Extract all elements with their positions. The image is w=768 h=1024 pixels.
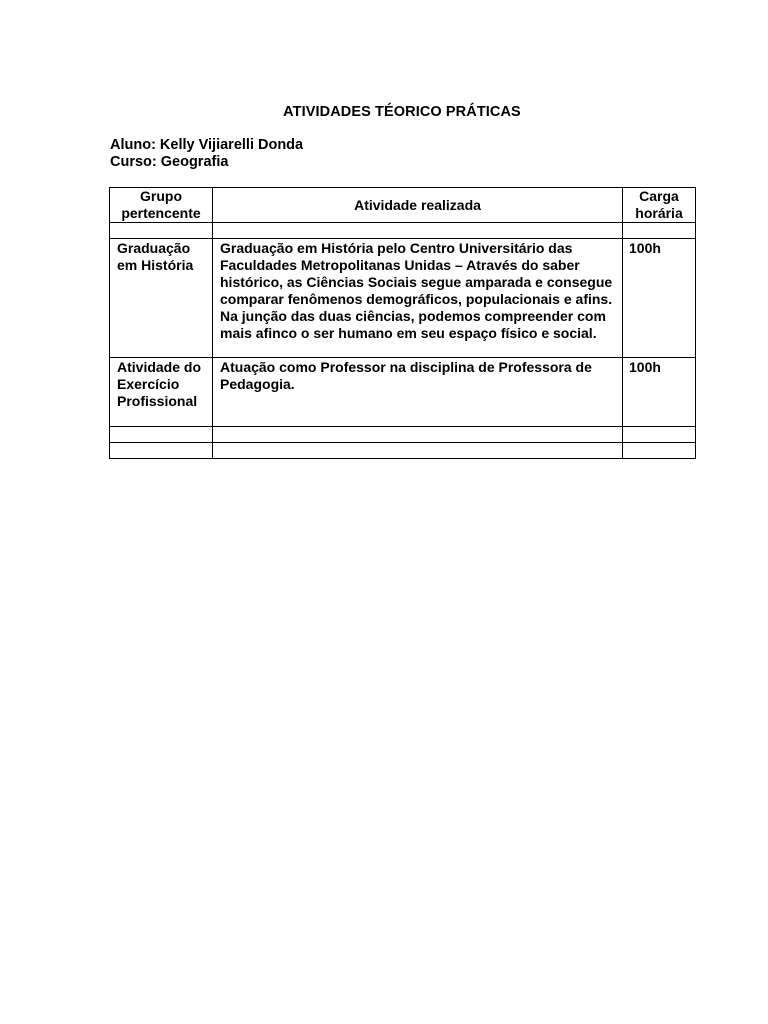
cell-group [110, 443, 213, 459]
header-hours: Carga horária [623, 188, 696, 223]
cell-activity [213, 223, 623, 239]
cell-activity [213, 443, 623, 459]
cell-group: Atividade do Exercício Profissional [110, 358, 213, 427]
table-row [110, 239, 696, 358]
header-group: Grupo pertencente [110, 188, 213, 223]
cell-activity: Graduação em História pelo Centro Universitário das Faculdades Metropolitanas Unidas – Através do saber histórico, as Ciências Sociais segue amparada e consegue comparar fenômenos demográficos, populacionais e afins. Na junção das duas ciências, podemos compreender com mais afinco o ser humano em seu espaço físico e social. [213, 239, 623, 358]
cell-group: Graduação em História [110, 239, 213, 358]
cell-hours: 100h [623, 358, 696, 427]
student-info [110, 137, 303, 171]
student-line: Aluno: Kelly Vijiarelli Donda [110, 137, 304, 153]
table-header-row [110, 188, 696, 223]
cell-activity [213, 427, 623, 443]
activities-table [109, 187, 696, 459]
cell-activity: Atuação como Professor na disciplina de Professora de Pedagogia. [213, 358, 623, 427]
cell-hours [623, 427, 696, 443]
table-row [110, 223, 696, 239]
table-row [110, 443, 696, 459]
cell-group [110, 427, 213, 443]
document-title: ATIVIDADES TÉORICO PRÁTICAS [283, 104, 521, 120]
table-row [110, 427, 696, 443]
cell-group [110, 223, 213, 239]
table-row [110, 358, 696, 427]
cell-hours [623, 443, 696, 459]
cell-hours: 100h [623, 239, 696, 358]
course-line: Curso: Geografia [110, 154, 229, 170]
header-activity: Atividade realizada [213, 188, 623, 223]
cell-hours [623, 223, 696, 239]
